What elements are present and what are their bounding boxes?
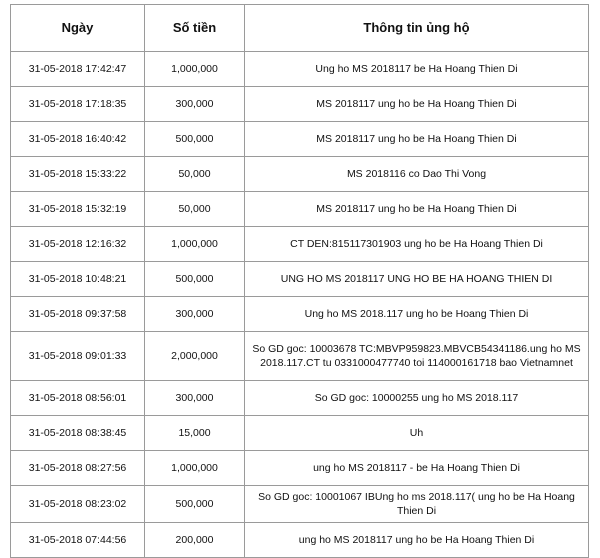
table-row — [11, 451, 589, 486]
cell-date: 31-05-2018 07:44:56 — [11, 523, 145, 558]
cell-date: 31-05-2018 15:32:19 — [11, 192, 145, 227]
cell-amount: 1,000,000 — [145, 227, 245, 262]
cell-amount: 300,000 — [145, 87, 245, 122]
cell-info: So GD goc: 10001067 IBUng ho ms 2018.117( ung ho be Ha Hoang Thien Di — [245, 486, 589, 523]
cell-date: 31-05-2018 08:38:45 — [11, 416, 145, 451]
table-row — [11, 122, 589, 157]
cell-info: ung ho MS 2018117 ung ho be Ha Hoang Thien Di — [245, 523, 589, 558]
table-row — [11, 157, 589, 192]
table-row — [11, 262, 589, 297]
cell-info: MS 2018117 ung ho be Ha Hoang Thien Di — [245, 122, 589, 157]
table-row — [11, 381, 589, 416]
table-row — [11, 416, 589, 451]
table-header — [11, 5, 589, 52]
cell-date: 31-05-2018 10:48:21 — [11, 262, 145, 297]
column-header-info: Thông tin ủng hộ — [245, 5, 589, 52]
cell-info: So GD goc: 10003678 TC:MBVP959823.MBVCB54341186.ung ho MS 2018.117.CT tu 0331000477740 toi 114000161718 bao Vietnamnet — [245, 332, 589, 381]
table-row — [11, 486, 589, 523]
cell-info: Ung ho MS 2018.117 ung ho be Hoang Thien Di — [245, 297, 589, 332]
cell-info: So GD goc: 10000255 ung ho MS 2018.117 — [245, 381, 589, 416]
cell-amount: 50,000 — [145, 157, 245, 192]
cell-amount: 300,000 — [145, 381, 245, 416]
cell-date: 31-05-2018 17:42:47 — [11, 52, 145, 87]
cell-info: Uh — [245, 416, 589, 451]
table-row — [11, 332, 589, 381]
column-header-amount: Số tiền — [145, 5, 245, 52]
cell-amount: 500,000 — [145, 262, 245, 297]
cell-date: 31-05-2018 17:18:35 — [11, 87, 145, 122]
table-row — [11, 52, 589, 87]
cell-date: 31-05-2018 08:27:56 — [11, 451, 145, 486]
cell-date: 31-05-2018 16:40:42 — [11, 122, 145, 157]
cell-info: CT DEN:815117301903 ung ho be Ha Hoang Thien Di — [245, 227, 589, 262]
cell-amount: 500,000 — [145, 122, 245, 157]
cell-date: 31-05-2018 09:37:58 — [11, 297, 145, 332]
cell-amount: 1,000,000 — [145, 52, 245, 87]
cell-info: UNG HO MS 2018117 UNG HO BE HA HOANG THIEN DI — [245, 262, 589, 297]
table-row — [11, 87, 589, 122]
column-header-date: Ngày — [11, 5, 145, 52]
table-header-row — [11, 5, 589, 52]
table-row — [11, 227, 589, 262]
cell-amount: 50,000 — [145, 192, 245, 227]
cell-date: 31-05-2018 15:33:22 — [11, 157, 145, 192]
cell-amount: 300,000 — [145, 297, 245, 332]
cell-info: ung ho MS 2018117 - be Ha Hoang Thien Di — [245, 451, 589, 486]
cell-date: 31-05-2018 09:01:33 — [11, 332, 145, 381]
donation-table-sheet — [0, 4, 600, 547]
cell-amount: 15,000 — [145, 416, 245, 451]
cell-amount: 1,000,000 — [145, 451, 245, 486]
cell-date: 31-05-2018 08:23:02 — [11, 486, 145, 523]
cell-amount: 200,000 — [145, 523, 245, 558]
table-row — [11, 192, 589, 227]
cell-info: MS 2018117 ung ho be Ha Hoang Thien Di — [245, 192, 589, 227]
cell-info: Ung ho MS 2018117 be Ha Hoang Thien Di — [245, 52, 589, 87]
cell-info: MS 2018117 ung ho be Ha Hoang Thien Di — [245, 87, 589, 122]
table-row — [11, 523, 589, 558]
cell-date: 31-05-2018 08:56:01 — [11, 381, 145, 416]
donation-table — [10, 4, 589, 558]
table-row — [11, 297, 589, 332]
table-body — [11, 52, 589, 558]
cell-amount: 500,000 — [145, 486, 245, 523]
cell-amount: 2,000,000 — [145, 332, 245, 381]
cell-info: MS 2018116 co Dao Thi Vong — [245, 157, 589, 192]
cell-date: 31-05-2018 12:16:32 — [11, 227, 145, 262]
